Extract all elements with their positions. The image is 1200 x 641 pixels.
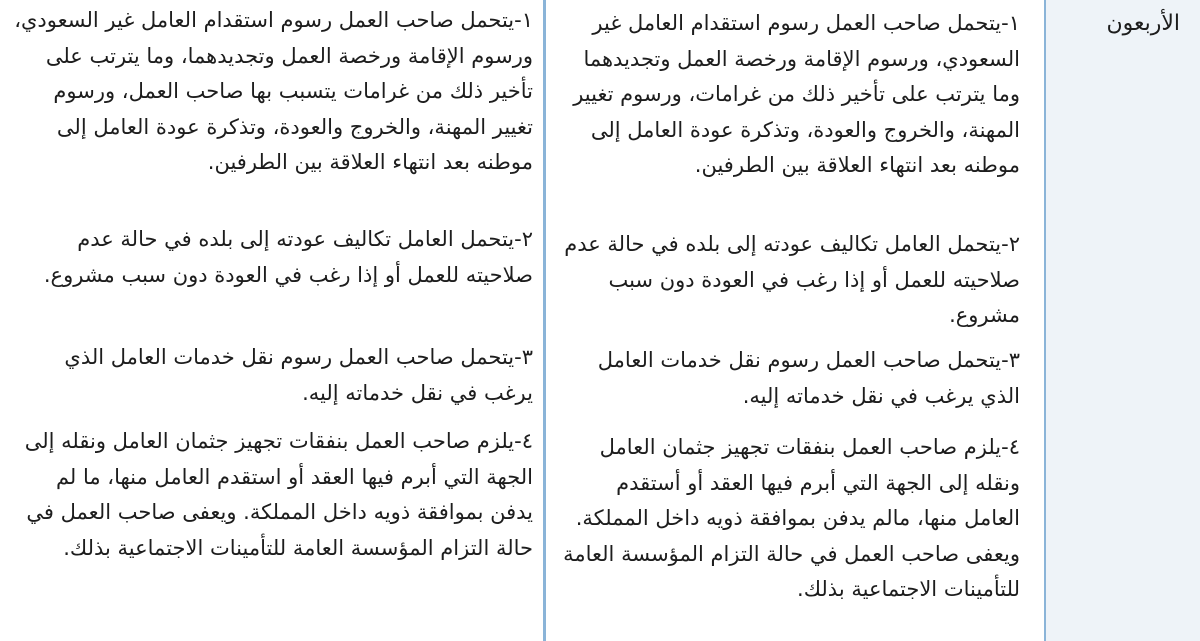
new-clause-4: ٤-يلزم صاحب العمل بنفقات تجهيز جثمان العامل ونقله إلى الجهة التي أبرم فيها العقد أو أستقدم العامل منها، مالم يدفن بموافقة ذويه داخل المملكة. ويعفى صاحب العمل في حالة التزام المؤسسة العامة للتأمينات الاجتماعية بذلك. [563, 435, 1020, 601]
new-text-column [544, 0, 1046, 641]
old-text-column [0, 0, 544, 641]
old-clause-3: ٣-يتحمل صاحب العمل رسوم نقل خدمات العامل الذي يرغب في نقل خدماته إليه. [64, 345, 533, 405]
article-number-label: الأربعون [1106, 11, 1180, 36]
new-clause-3: ٣-يتحمل صاحب العمل رسوم نقل خدمات العامل الذي يرغب في نقل خدماته إليه. [597, 348, 1020, 408]
old-clause-1: ١-يتحمل صاحب العمل رسوم استقدام العامل غير السعودي، ورسوم الإقامة ورخصة العمل وتجديدهما، وما يترتب على تأخير ذلك من غرامات يتسبب بها صاحب العمل، ورسوم تغيير المهنة، والخروج والعودة، وتذكرة عودة العامل إلى موطنه بعد انتهاء العلاقة بين الطرفين. [14, 8, 533, 174]
old-clause-2: ٢-يتحمل العامل تكاليف عودته إلى بلده في حالة عدم صلاحيته للعمل أو إذا رغب في العودة دون سبب مشروع. [43, 227, 533, 287]
new-clause-1: ١-يتحمل صاحب العمل رسوم استقدام العامل غير السعودي، ورسوم الإقامة ورخصة العمل وتجديدهما وما يترتب على تأخير ذلك من غرامات، ورسوم تغيير المهنة، والخروج والعودة، وتذكرة عودة العامل إلى موطنه بعد انتهاء العلاقة بين الطرفين. [573, 11, 1020, 177]
new-clause-2: ٢-يتحمل العامل تكاليف عودته إلى بلده في حالة عدم صلاحيته للعمل أو إذا رغب في العودة دون سبب مشروع. [564, 232, 1020, 327]
article-number-column [1046, 0, 1200, 641]
old-clause-4: ٤-يلزم صاحب العمل بنفقات تجهيز جثمان العامل ونقله إلى الجهة التي أبرم فيها العقد أو استقدم العامل منها، ما لم يدفن بموافقة ذويه داخل المملكة. ويعفى صاحب العمل في حالة التزام المؤسسة العامة للتأمينات الاجتماعية بذلك. [24, 429, 533, 560]
